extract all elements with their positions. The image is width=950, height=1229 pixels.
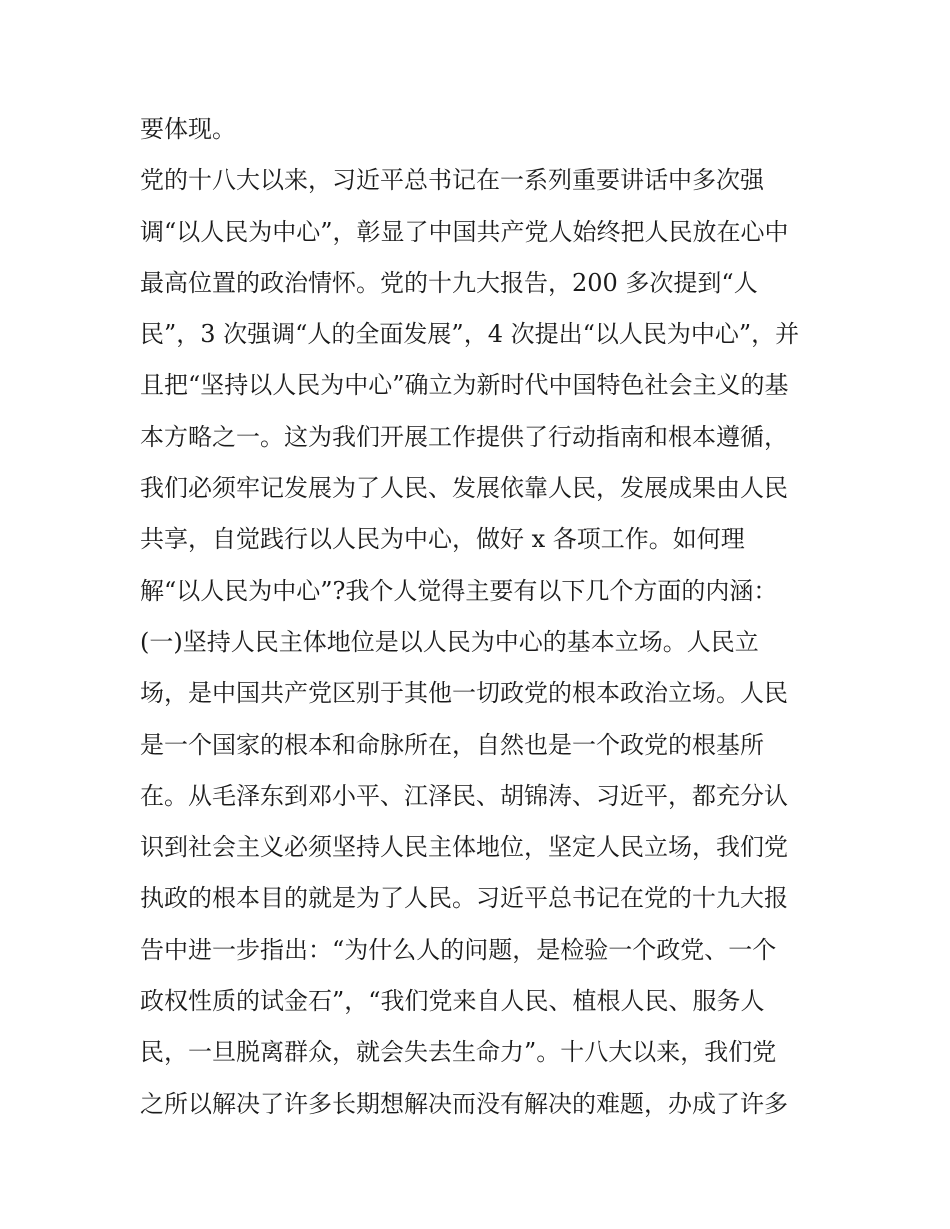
text-line: 在。从毛泽东到邓小平、江泽民、胡锦涛、习近平，都充分认 <box>140 781 788 810</box>
text-line: (一)坚持人民主体地位是以人民为中心的基本立场。人民立 <box>140 627 759 656</box>
text-line: 党的十八大以来，习近平总书记在一系列重要讲话中多次强 <box>140 166 764 195</box>
text-line: 之所以解决了许多长期想解决而没有解决的难题，办成了许多 <box>140 1089 788 1118</box>
text-line: 我们必须牢记发展为了人民、发展依靠人民，发展成果由人民 <box>140 474 788 503</box>
text-line: 且把“坚持以人民为中心”确立为新时代中国特色社会主义的基 <box>140 371 789 400</box>
text-line: 调“以人民为中心”，彰显了中国共产党人始终把人民放在心中 <box>140 217 789 246</box>
text-line: 共享，自觉践行以人民为中心，做好 x 各项工作。如何理 <box>140 525 745 554</box>
text-line: 要体现。 <box>140 115 236 143</box>
text-line: 政权性质的试金石”，“我们党来自人民、植根人民、服务人 <box>140 987 765 1016</box>
text-line: 识到社会主义必须坚持人民主体地位，坚定人民立场，我们党 <box>140 833 788 862</box>
text-line: 执政的根本目的就是为了人民。习近平总书记在党的十九大报 <box>140 884 788 913</box>
text-line: 本方略之一。这为我们开展工作提供了行动指南和根本遵循， <box>140 422 788 451</box>
text-line: 解“以人民为中心”?我个人觉得主要有以下几个方面的内涵： <box>140 576 778 605</box>
text-line: 告中进一步指出：“为什么人的问题，是检验一个政党、一个 <box>140 935 777 964</box>
body-text <box>140 104 820 1130</box>
text-line: 最高位置的政治情怀。党的十九大报告，200 多次提到“人 <box>140 268 758 297</box>
text-line: 民”，3 次强调“人的全面发展”，4 次提出“以人民为中心”，并 <box>140 320 800 349</box>
text-line: 是一个国家的根本和命脉所在，自然也是一个政党的根基所 <box>140 730 764 759</box>
text-line: 场，是中国共产党区别于其他一切政党的根本政治立场。人民 <box>140 679 788 708</box>
text-line: 民，一旦脱离群众，就会失去生命力”。十八大以来，我们党 <box>140 1038 777 1067</box>
